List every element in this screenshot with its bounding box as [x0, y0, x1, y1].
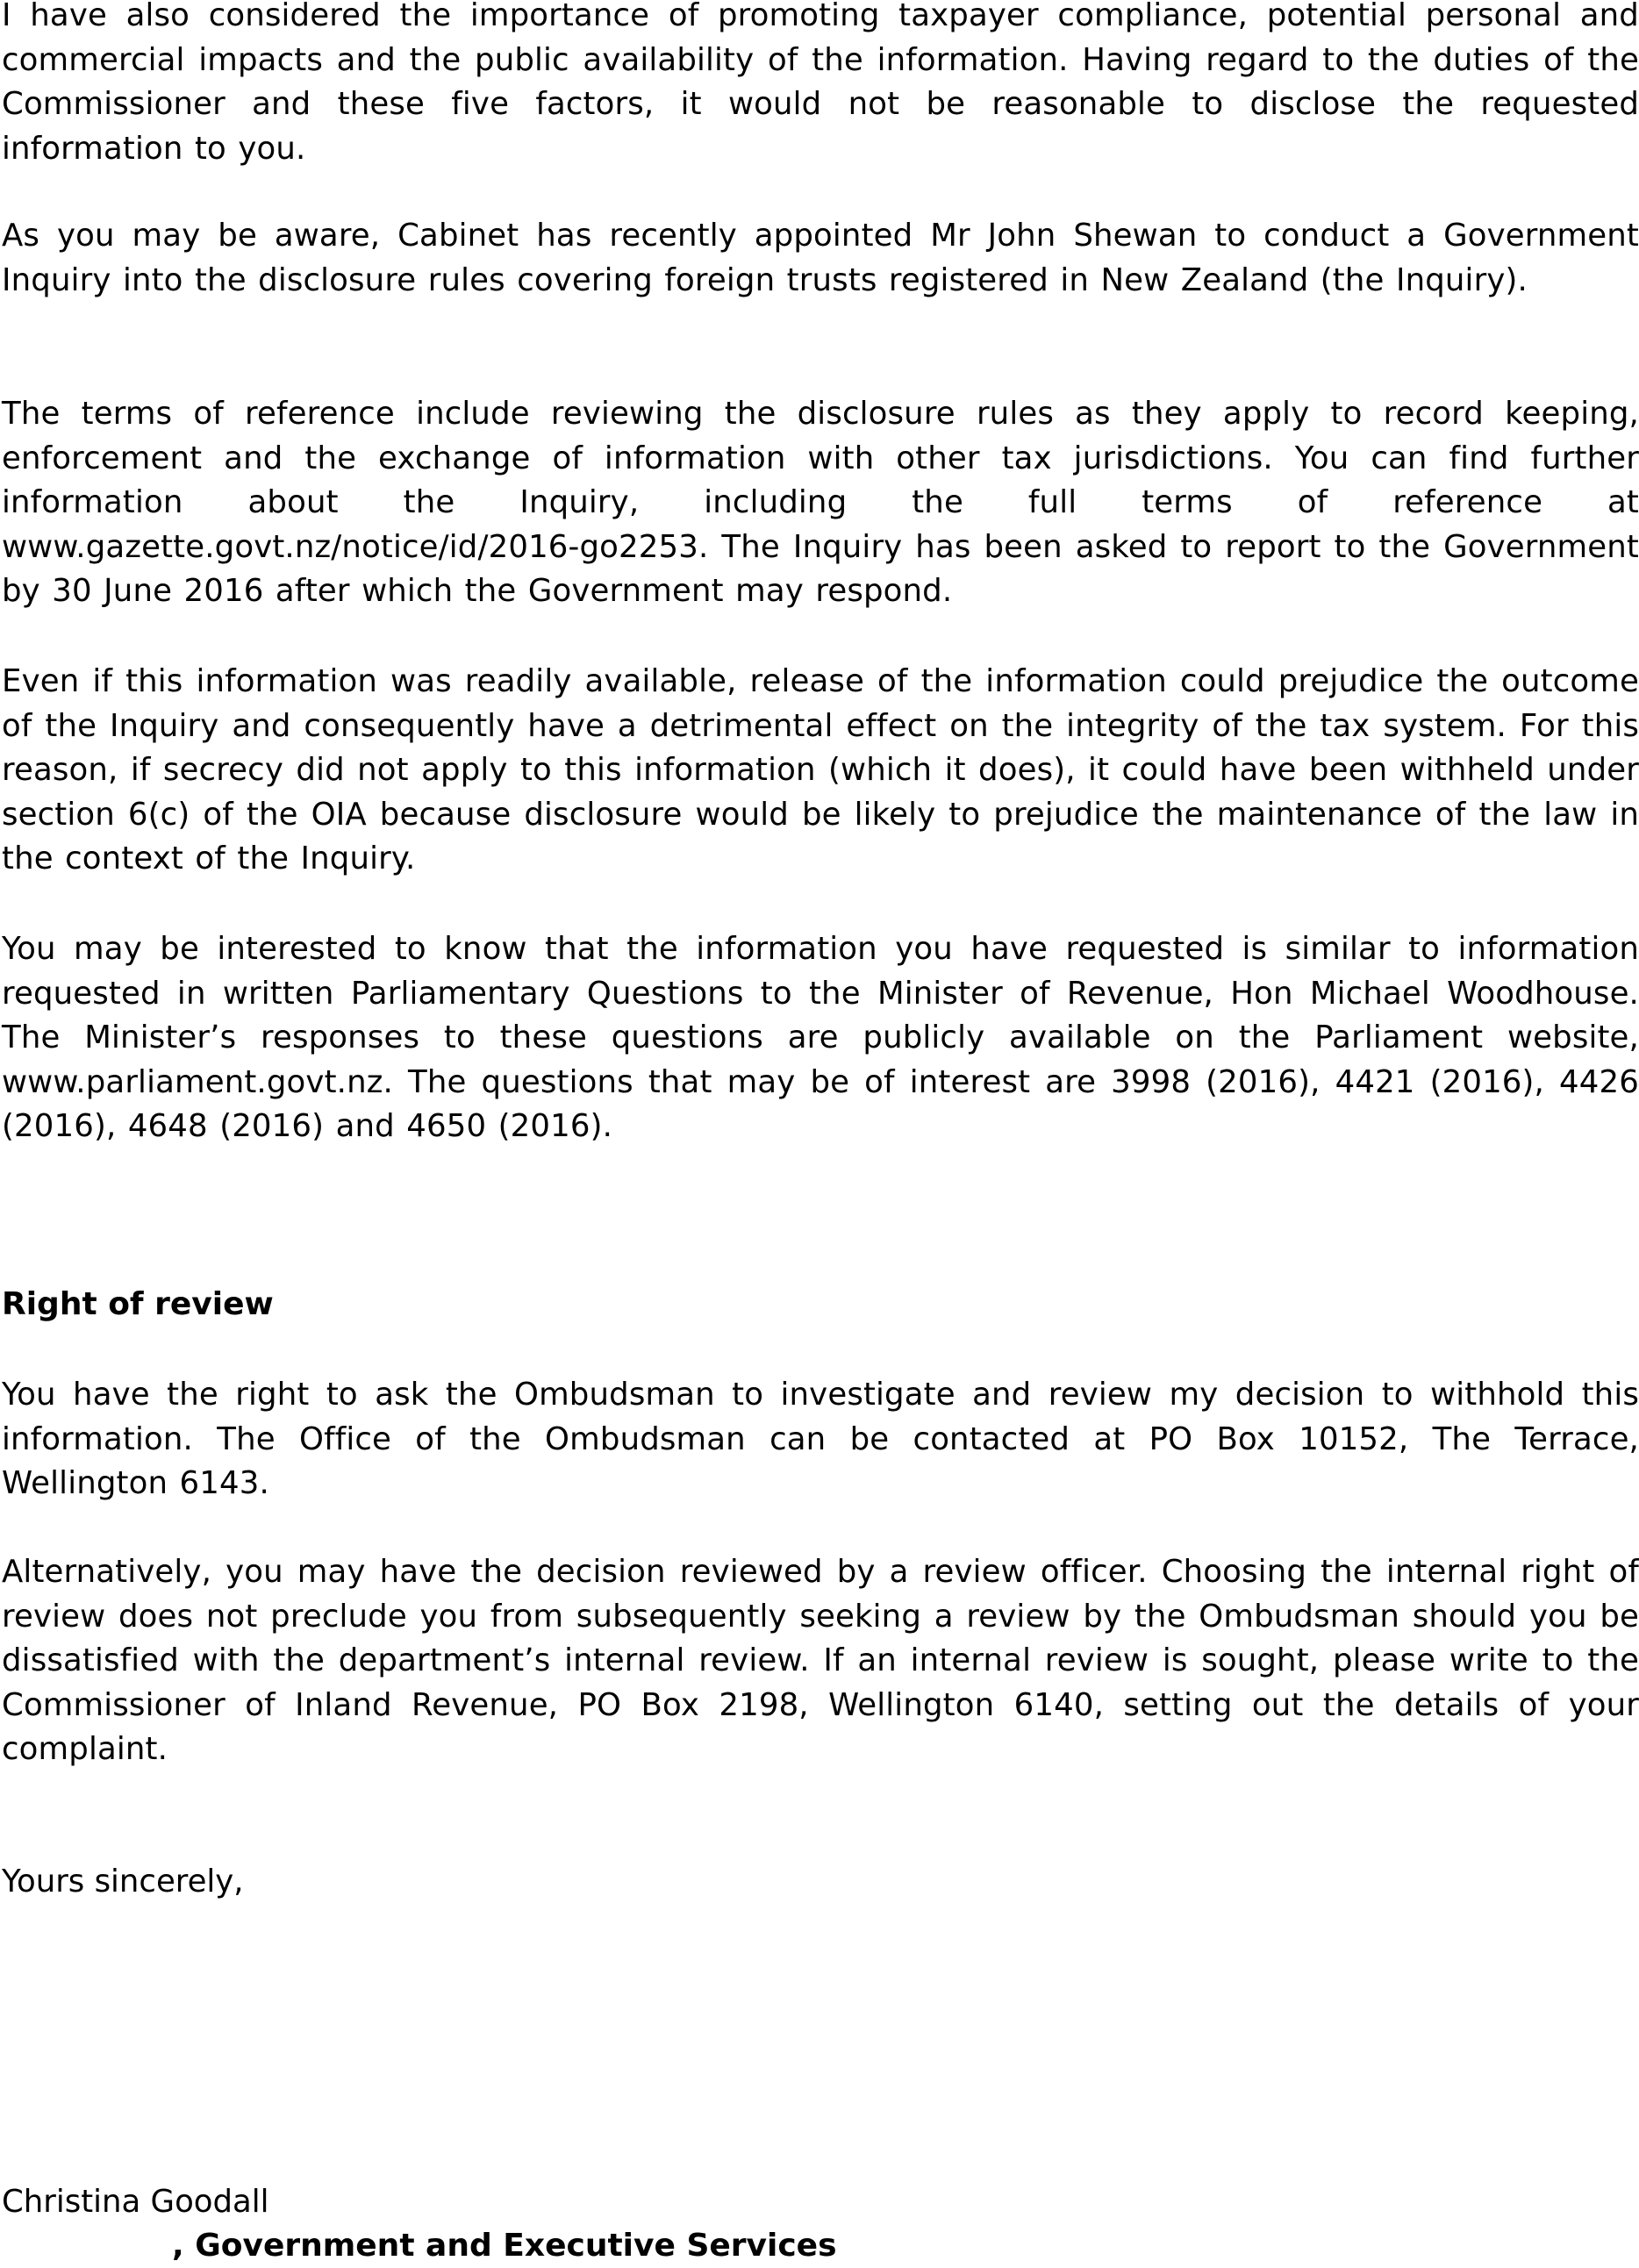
paragraph-government-inquiry: As you may be aware, Cabinet has recently appointed Mr John Shewan to conduct a Government Inquiry into the disclosure rules covering foreign trusts registered in New Zealand (the Inquiry).: [2, 218, 1639, 298]
paragraph-prejudice-inquiry: Even if this information was readily available, release of the information could prejudice the outcome of the Inquiry and consequently have a detrimental effect on the integrity of the tax system. For this reason, if secrecy did not apply to this information (which it does), it could have been withheld under section 6(c) of the OIA because disclosure would be likely to prejudice the maintenance of the law in the context of the Inquiry.: [2, 663, 1639, 877]
right-of-review-heading: Right of review: [2, 1286, 274, 1322]
paragraph-compliance-considerations: I have also considered the importance of promoting taxpayer compliance, potential personal and commercial impacts and the public availability of the information. Having regard to the duties of the Commissioner and these five factors, it would not be reasonable to disclose the requested information to you.: [2, 0, 1639, 167]
paragraph-terms-of-reference: The terms of reference include reviewing the disclosure rules as they apply to record keeping, enforcement and the exchange of information with other tax jurisdictions. You can find further information about the Inquiry, including the full terms of reference at www.gazette.govt.nz/notice/id/2016-go2253. The Inquiry has been asked to report to the Government by 30 June 2016 after which the Government may respond.: [2, 396, 1639, 610]
paragraph-internal-review: Alternatively, you may have the decision reviewed by a review officer. Choosing the internal right of review does not preclude you from subsequently seeking a review by the Ombudsman should you be dissatisfied with the department’s internal review. If an internal review is sought, please write to the Commissioner of Inland Revenue, PO Box 2198, Wellington 6140, setting out the details of your complaint.: [2, 1554, 1639, 1768]
signer-title: , Government and Executive Services: [172, 2228, 837, 2264]
paragraph-ombudsman: You have the right to ask the Ombudsman to investigate and review my decision to withhold this information. The Office of the Ombudsman can be contacted at PO Box 10152, The Terrace, Wellington 6143.: [2, 1377, 1639, 1502]
signer-name: Christina Goodall: [2, 2184, 269, 2220]
closing-salutation: Yours sincerely,: [2, 1864, 244, 1900]
paragraph-parliamentary-questions: You may be interested to know that the information you have requested is similar to information requested in written Parliamentary Questions to the Minister of Revenue, Hon Michael Woodhouse. The Minister’s responses to these questions are publicly available on the Parliament website, www.parliament.govt.nz. The questions that may be of interest are 3998 (2016), 4421 (2016), 4426 (2016), 4648 (2016) and 4650 (2016).: [2, 931, 1639, 1145]
